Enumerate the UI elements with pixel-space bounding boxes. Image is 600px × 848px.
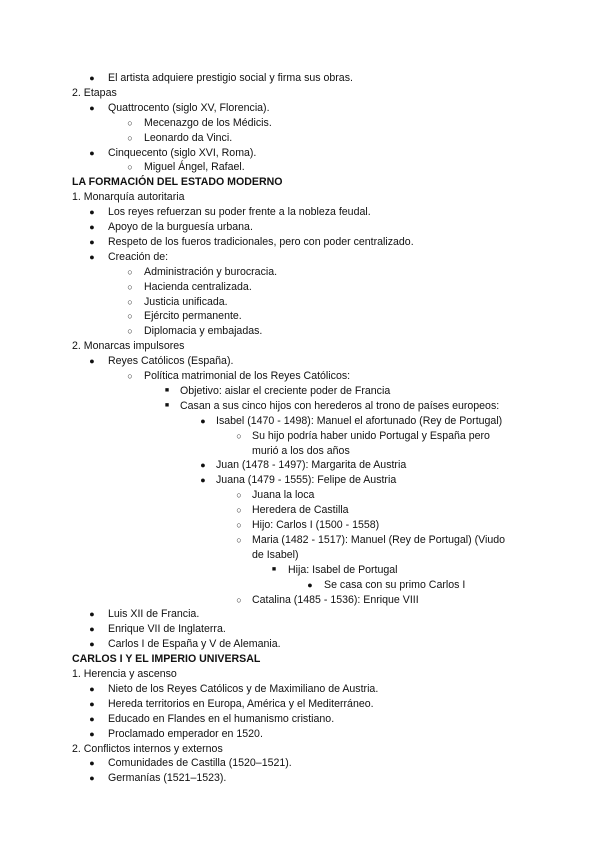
filled-bullet-icon: ● [89,639,95,650]
line-text: Juan (1478 - 1497): Margarita de Austria [216,459,407,472]
line-text: Se casa con su primo Carlos I [324,578,466,591]
line-text: Hacienda centralizada. [144,280,252,293]
line-text: Diplomacia y embajadas. [144,325,263,338]
square-bullet-icon: ■ [164,386,170,394]
list-item [236,429,490,443]
hollow-bullet-icon: ○ [127,266,133,277]
list-item [200,458,407,472]
line-text: Miguel Ángel, Rafael. [144,161,245,174]
filled-bullet-icon: ● [200,415,206,426]
hollow-bullet-icon: ○ [236,534,242,545]
hollow-bullet-icon: ○ [236,430,242,441]
hollow-bullet-icon: ○ [127,162,133,173]
hollow-bullet-icon: ○ [127,296,133,307]
line-text: Enrique VII de Inglaterra. [108,623,226,636]
list-item [89,220,253,234]
list-item [89,146,257,160]
filled-bullet-icon: ● [89,624,95,635]
list-line [252,548,299,562]
list-item [89,607,200,621]
filled-bullet-icon: ● [89,609,95,620]
list-line [72,742,223,756]
line-text: Nieto de los Reyes Católicos y de Maximiliano de Austria. [108,682,379,695]
list-line [72,190,184,204]
hollow-bullet-icon: ○ [236,520,242,530]
hollow-bullet-icon: ○ [127,326,133,337]
list-line [72,339,184,353]
filled-bullet-icon: ● [89,147,95,158]
list-item [236,593,419,607]
list-item [127,369,351,383]
list-item [89,235,414,249]
line-text: 1. Monarquía autoritaria [72,191,185,204]
square-bullet-icon: ■ [164,401,170,409]
list-item [307,578,466,592]
list-item [200,414,503,428]
line-text: Objetivo: aislar el creciente poder de Francia [180,384,391,397]
filled-bullet-icon: ● [89,73,95,83]
line-text: 2. Conflictos internos y externos [72,742,223,755]
list-item [127,131,233,145]
line-text: Heredera de Castilla [252,504,349,517]
filled-bullet-icon: ● [89,207,95,218]
filled-bullet-icon: ● [200,475,206,486]
filled-bullet-icon: ● [89,698,95,709]
filled-bullet-icon: ● [89,713,95,724]
hollow-bullet-icon: ○ [127,132,133,143]
list-item [236,503,349,517]
line-text: Respeto de los fueros tradicionales, pero con poder centralizado. [108,235,414,248]
line-text: Isabel (1470 - 1498): Manuel el afortunado (Rey de Portugal) [216,414,503,427]
hollow-bullet-icon: ○ [236,490,242,501]
line-text: murió a los dos años [252,444,350,457]
line-text: Hijo: Carlos I (1500 - 1558) [252,519,380,531]
line-text: de Isabel) [252,548,299,561]
line-text: 1. Herencia y ascenso [72,668,177,680]
line-text: Catalina (1485 - 1536): Enrique VIII [252,593,419,606]
filled-bullet-icon: ● [89,773,95,784]
list-item [89,101,270,115]
filled-bullet-icon: ● [89,251,95,262]
list-item [89,622,226,636]
hollow-bullet-icon: ○ [127,311,133,322]
list-item [236,533,506,547]
line-text: Su hijo podría haber unido Portugal y España pero [252,429,490,442]
list-item [89,205,371,219]
line-text: Comunidades de Castilla (1520–1521). [108,757,292,770]
line-text: Cinquecento (siglo XVI, Roma). [108,146,257,159]
list-item [236,488,315,502]
line-text: Reyes Católicos (España). [108,355,234,368]
list-item [127,324,263,338]
hollow-bullet-icon: ○ [236,594,242,605]
line-text: Juana (1479 - 1555): Felipe de Austria [216,474,397,487]
filled-bullet-icon: ● [89,236,95,247]
filled-bullet-icon: ● [89,102,95,113]
list-item [127,280,252,294]
list-item [127,309,242,323]
hollow-bullet-icon: ○ [127,371,133,381]
filled-bullet-icon: ● [89,728,95,739]
line-text: Apoyo de la burguesía urbana. [108,221,253,233]
list-item [89,697,374,711]
list-item [89,727,263,741]
hollow-bullet-icon: ○ [236,505,242,516]
line-text: Maria (1482 - 1517): Manuel (Rey de Portugal) (Viudo [252,533,506,546]
line-text: Proclamado emperador en 1520. [108,727,263,740]
list-item [89,771,227,785]
line-text: Política matrimonial de los Reyes Católicos: [144,370,351,382]
list-line [72,86,117,100]
line-text: Juana la loca [252,489,315,502]
filled-bullet-icon: ● [200,460,206,471]
line-text: Justicia unificada. [144,295,228,308]
line-text: El artista adquiere prestigio social y firma sus obras. [108,72,353,84]
list-item [164,384,391,398]
list-item [89,756,292,770]
line-text: Hereda territorios en Europa, América y el Mediterráneo. [108,697,374,710]
filled-bullet-icon: ● [307,579,313,590]
line-text: Creación de: [108,250,169,263]
list-line [72,667,177,681]
list-item [89,354,234,368]
list-item [127,160,245,174]
hollow-bullet-icon: ○ [127,281,133,292]
hollow-bullet-icon: ○ [127,117,133,128]
section-heading [72,175,283,189]
line-text: Los reyes refuerzan su poder frente a la nobleza feudal. [108,206,371,219]
section-heading [72,652,260,666]
list-item [127,265,278,279]
line-text: 2. Etapas [72,86,117,99]
list-item [89,637,281,651]
list-item [200,473,397,487]
list-item [89,250,169,264]
filled-bullet-icon: ● [89,222,95,232]
filled-bullet-icon: ● [89,758,95,769]
line-text: Germanías (1521–1523). [108,772,227,785]
list-item [89,682,379,696]
square-bullet-icon: ■ [271,565,277,573]
list-item [271,563,398,577]
line-text: Mecenazgo de los Médicis. [144,116,272,129]
line-text: Hija: Isabel de Portugal [288,563,398,576]
line-text: Luis XII de Francia. [108,608,200,621]
list-item [89,71,353,85]
line-text: Casan a sus cinco hijos con herederos al trono de países europeos: [180,399,500,412]
filled-bullet-icon: ● [89,356,95,367]
line-text: LA FORMACIÓN DEL ESTADO MODERNO [72,176,283,189]
line-text: Quattrocento (siglo XV, Florencia). [108,101,270,114]
line-text: Carlos I de España y V de Alemania. [108,638,281,651]
line-text: 2. Monarcas impulsores [72,340,185,353]
list-line [252,444,350,458]
line-text: Educado en Flandes en el humanismo cristiano. [108,712,335,725]
list-item [236,518,380,532]
filled-bullet-icon: ● [89,683,95,694]
line-text: Ejército permanente. [144,310,242,323]
line-text: Leonardo da Vinci. [144,131,233,144]
list-item [127,116,272,130]
line-text: Administración y burocracia. [144,265,278,278]
line-text: CARLOS I Y EL IMPERIO UNIVERSAL [72,653,261,666]
list-item [127,295,228,309]
list-item [164,399,500,413]
list-item [89,712,335,726]
